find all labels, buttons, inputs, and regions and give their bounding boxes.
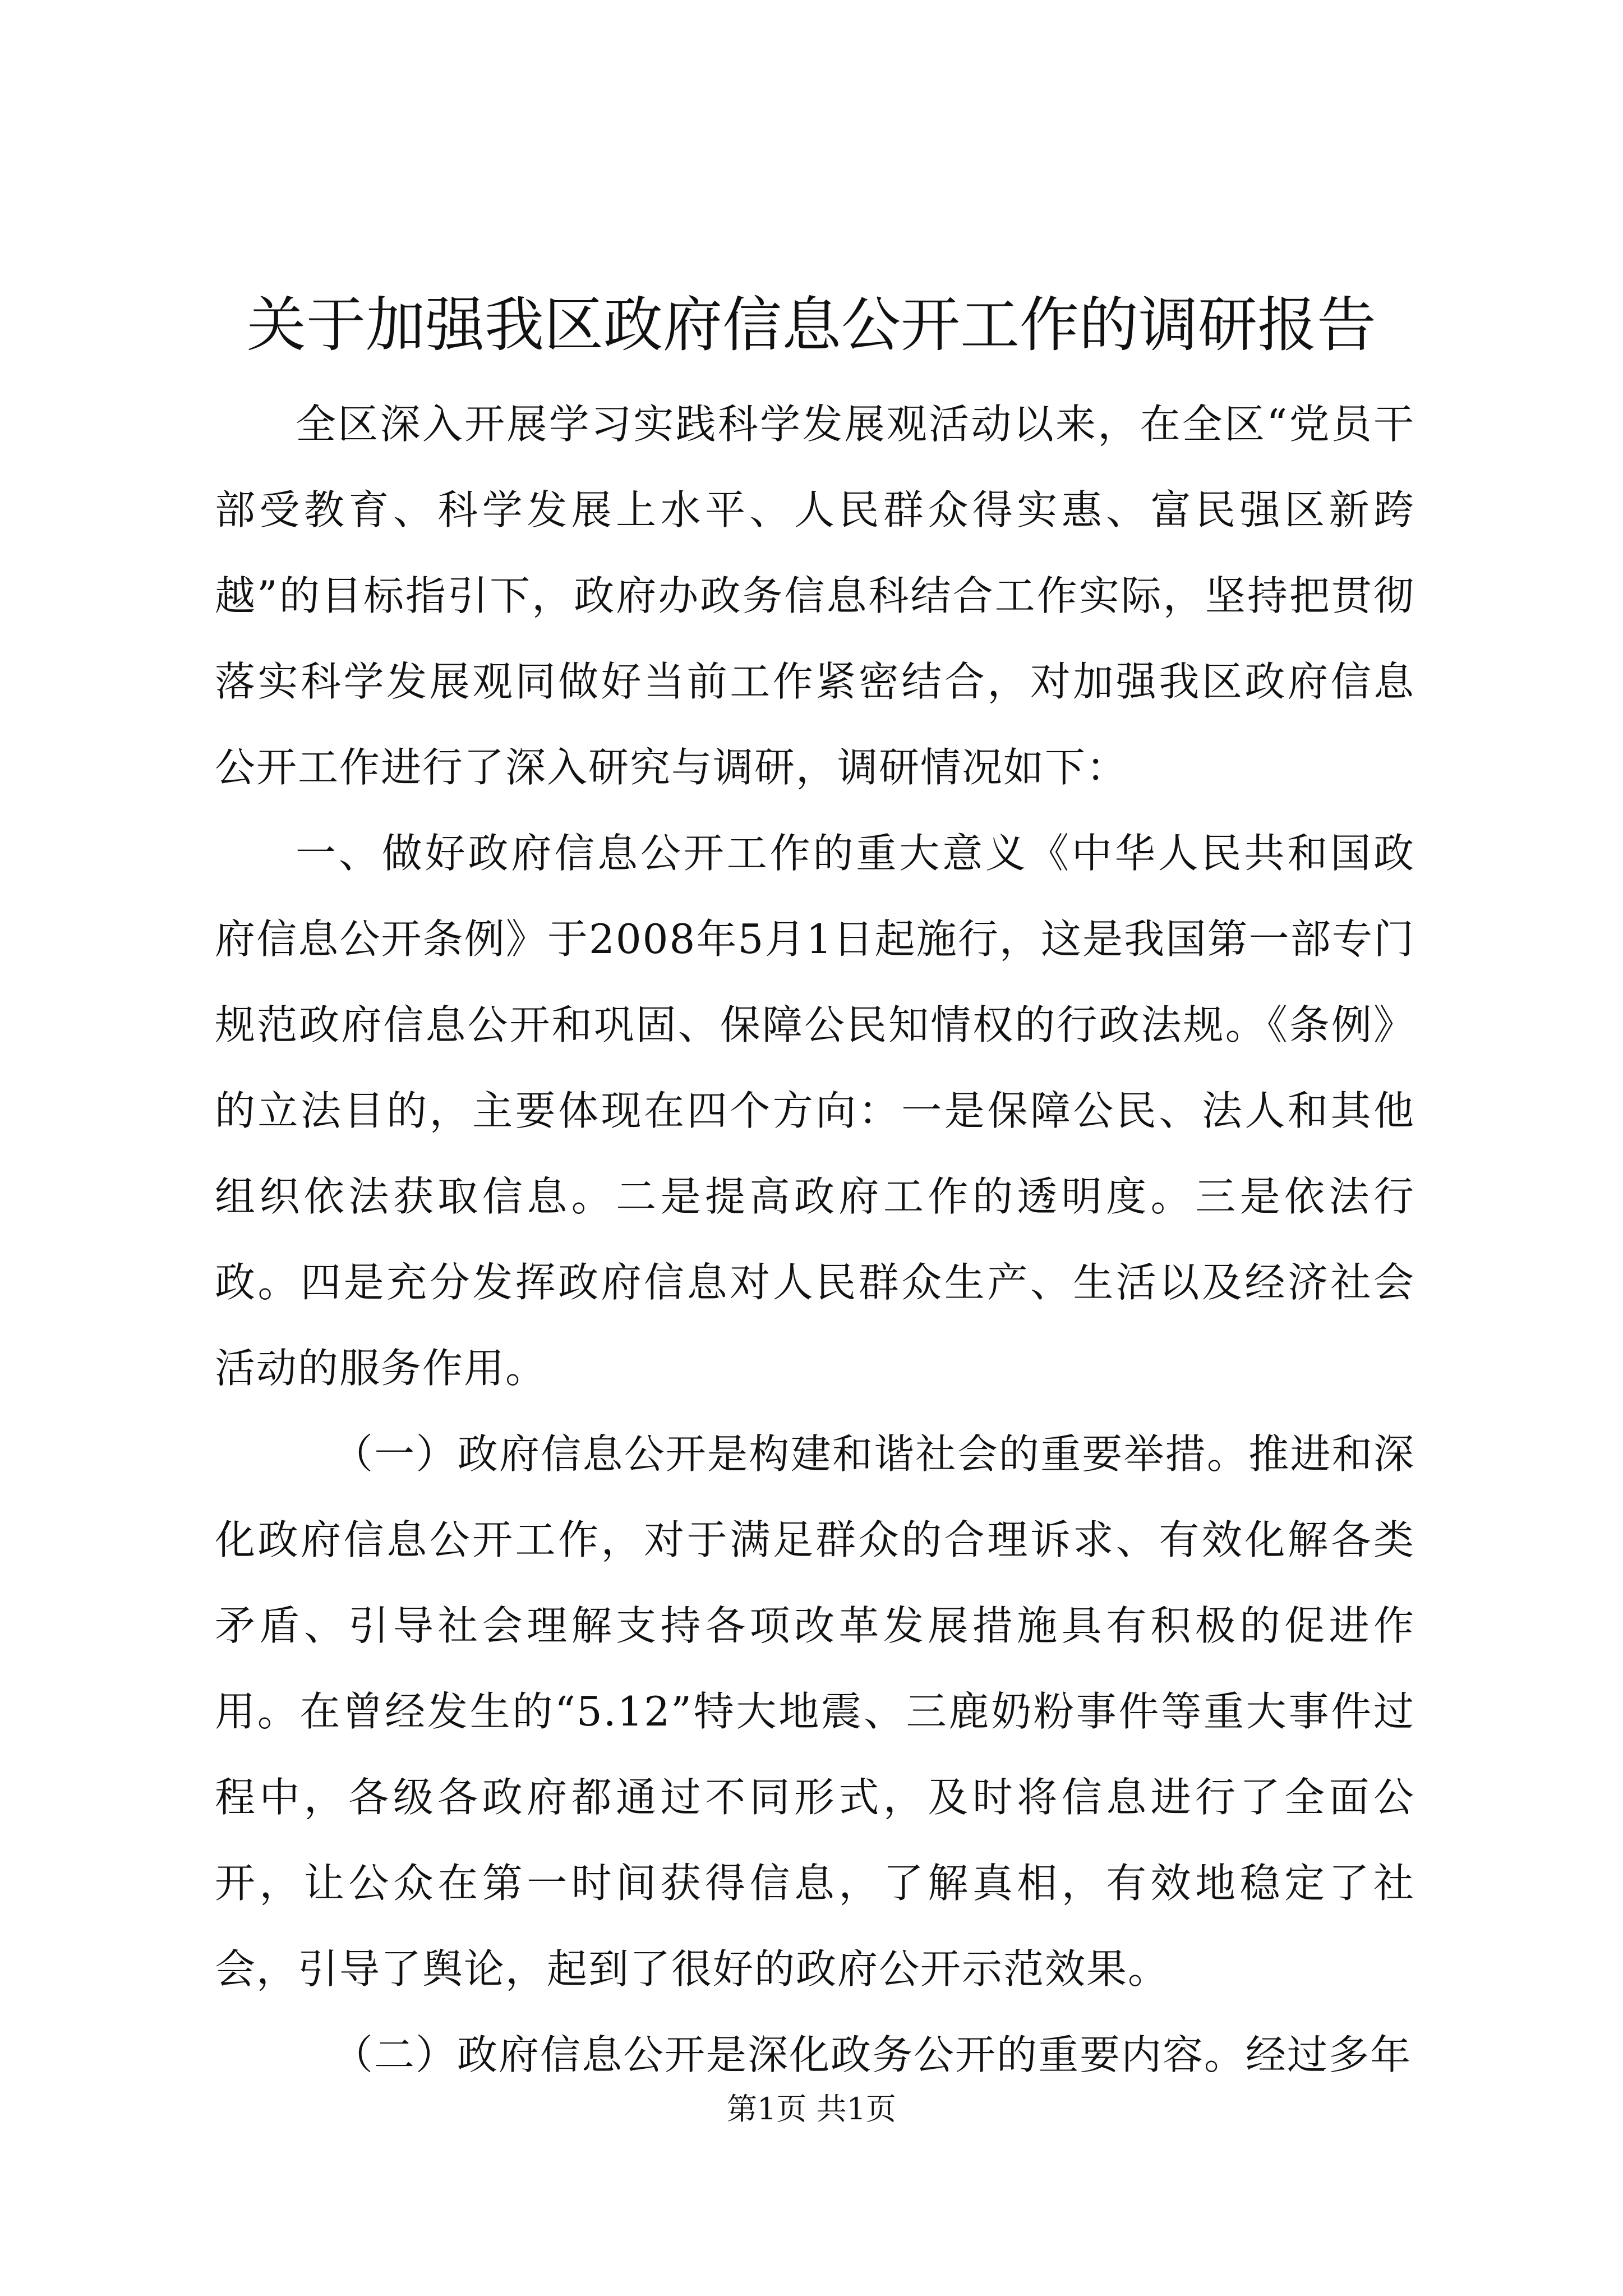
document-body <box>215 381 1415 2098</box>
page-footer: 第1页 共1页 <box>727 2091 896 2127</box>
paragraph-subsection-1: （一）政府信息公开是构建和谐社会的重要举措。推进和深化政府信息公开工作，对于满足群众的合理诉求、有效化解各类矛盾、引导社会理解支持各项改革发展措施具有积极的促进作用。在曾经发生的“5.12”特大地震、三鹿奶粉事件等重大事件过程中，各级各政府都通过不同形式，及时将信息进行了全面公开，让公众在第一时间获得信息，了解真相，有效地稳定了社会，引导了舆论，起到了很好的政府公开示范效果。 <box>215 1430 1415 1993</box>
paragraph-section-1: 一、做好政府信息公开工作的重大意义《中华人民共和国政府信息公开条例》于2008年5月1日起施行，这是我国第一部专门规范政府信息公开和巩固、保障公民知情权的行政法规。《条例》的立法目的，主要体现在四个方向：一是保障公民、法人和其他组织依法获取信息。二是提高政府工作的透明度。三是依法行政。四是充分发挥政府信息对人民群众生产、生活以及经济社会活动的服务作用。 <box>215 830 1415 1392</box>
document-title: 关于加强我区政府信息公开工作的调研报告 <box>247 291 1376 360</box>
paragraph-intro: 全区深入开展学习实践科学发展观活动以来，在全区“党员干部受教育、科学发展上水平、人民群众得实惠、富民强区新跨越”的目标指引下，政府办政务信息科结合工作实际，坚持把贯彻落实科学发展观同做好当前工作紧密结合，对加强我区政府信息公开工作进行了深入研究与调研，调研情况如下： <box>215 401 1415 791</box>
paragraph-subsection-2: （二）政府信息公开是深化政务公开的重要内容。经过多年 <box>333 2031 1412 2078</box>
